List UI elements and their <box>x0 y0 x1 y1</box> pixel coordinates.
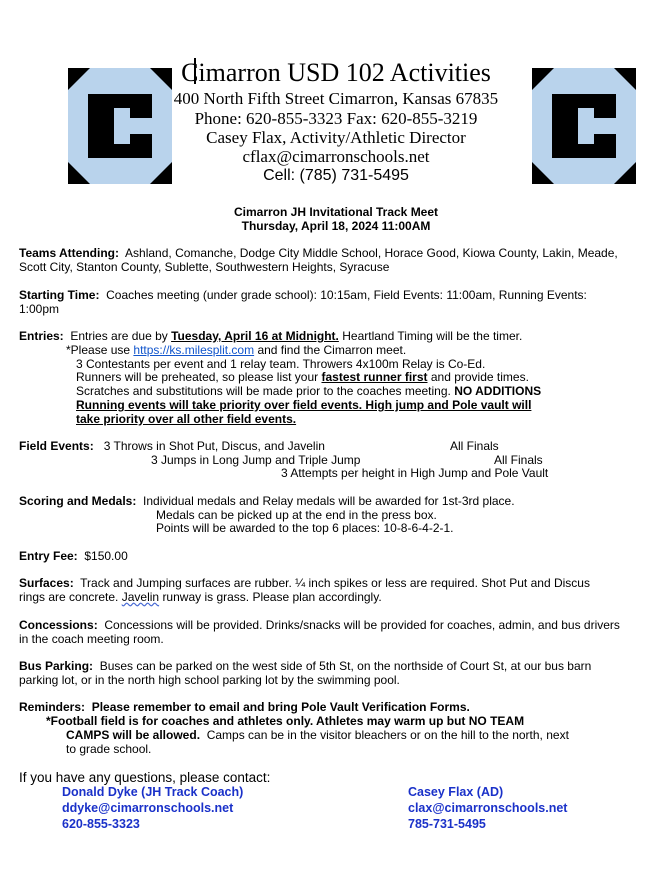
bus-parking-label: Bus Parking: <box>19 659 94 673</box>
starting-text: Coaches meeting (under grade school): 10:15am, Field Events: 11:00am, Running Events: 1:00pm <box>19 288 587 316</box>
header-director: Casey Flax, Activity/Athletic Director <box>206 128 466 147</box>
concessions-label: Concessions: <box>19 618 98 632</box>
scoring-line-1: Scoring and Medals: Individual medals and Relay medals will be awarded for 1st-3rd place. <box>19 494 515 508</box>
header-email: cflax@cimarronschools.net <box>242 147 430 166</box>
field-events-jumps: 3 Jumps in Long Jump and Triple Jump <box>151 453 361 467</box>
field-events-line-1: Field Events: 3 Throws in Shot Put, Discus, and Javelin <box>19 439 325 453</box>
header-address: 400 North Fifth Street Cimarron, Kansas 67835 <box>173 89 499 108</box>
contact-phone: 620-855-3323 <box>62 817 140 831</box>
entries-line-5: Scratches and substitutions will be made prior to the coaches meeting. NO ADDITIONS <box>76 384 542 398</box>
fastest-runner-first: fastest runner first <box>321 370 428 384</box>
header-cell: Cell: (785) 731-5495 <box>263 167 409 184</box>
field-events-attempts: 3 Attempts per height in High Jump and Pole Vault <box>281 466 549 480</box>
scoring-line-3: Points will be awarded to the top 6 places: 10-8-6-4-2-1. <box>156 521 454 535</box>
header-title: Cimarron USD 102 Activities <box>181 58 491 87</box>
contact-name: Donald Dyke (JH Track Coach) <box>62 785 244 799</box>
teams-text: Ashland, Comanche, Dodge City Middle School, Horace Good, Kiowa County, Lakin, Meade, Scott City, Stanton County, Sublette, Southwestern Heights, Syracuse <box>19 246 618 274</box>
entries-line-4: Runners will be preheated, so please list your fastest runner first and provide times. <box>76 370 529 384</box>
field-events-finals-2: All Finals <box>494 453 543 467</box>
entries-line-3: 3 Contestants per event and 1 relay team. Throwers 4x100m Relay is Co-Ed. <box>76 357 486 371</box>
entry-fee <box>19 549 128 563</box>
cimarron-logo-right <box>532 68 636 184</box>
entry-fee-label: Entry Fee: <box>19 549 78 563</box>
contact-intro: If you have any questions, please contact: <box>19 770 271 785</box>
contact-email[interactable]: ddyke@cimarronschools.net <box>62 801 234 815</box>
contact-phone: 785-731-5495 <box>408 817 486 831</box>
scoring-label: Scoring and Medals: <box>19 494 137 508</box>
reminders-line-3: CAMPS will be allowed. Camps can be in the visitor bleachers or on the hill to the north, next <box>66 728 569 742</box>
teams-section <box>19 246 619 274</box>
entries-priority-2: take priority over all other field events. <box>76 412 297 426</box>
reminders-line-1: Reminders: Please remember to email and bring Pole Vault Verification Forms. <box>19 700 470 714</box>
scoring-line-2: Medals can be picked up at the end in the press box. <box>156 508 437 522</box>
entries-line-2: *Please use https://ks.milesplit.com and find the Cimarron meet. <box>66 343 407 357</box>
entries-due-date: Tuesday, April 16 at Midnight. <box>171 329 339 343</box>
javelin-word: Javelin <box>121 590 160 604</box>
entries-priority-1: Running events will take priority over field events. High jump and Pole vault will <box>76 398 532 412</box>
entry-fee-value: $150.00 <box>84 549 128 563</box>
contact-name: Casey Flax (AD) <box>408 785 504 799</box>
contact-email[interactable]: clax@cimarronschools.net <box>408 801 568 815</box>
surfaces-label: Surfaces: <box>19 576 74 590</box>
teams-label: Teams Attending: <box>19 246 120 260</box>
milesplit-link[interactable]: https://ks.milesplit.com <box>133 343 255 357</box>
starting-label: Starting Time: <box>19 288 100 302</box>
entries-line-1: Entries: Entries are due by Tuesday, April 16 at Midnight. Heartland Timing will be the timer. <box>19 329 523 343</box>
entries-label: Entries: <box>19 329 64 343</box>
reminders-line-2: *Football field is for coaches and athletes only. Athletes may warm up but NO TEAM <box>46 714 525 728</box>
header-phone-fax: Phone: 620-855-3323 Fax: 620-855-3219 <box>194 109 478 128</box>
bus-parking-section: Bus Parking: Buses can be parked on the west side of 5th St, on the northside of Court St, at our bus barn parking lot, or in the north high school parking lot by the swimming pool. <box>19 659 592 687</box>
field-events-finals-1: All Finals <box>450 439 499 453</box>
starting-section <box>19 288 609 316</box>
reminders-line-4: to grade school. <box>66 742 152 756</box>
reminders-label: Reminders: <box>19 700 86 714</box>
concessions-section: Concessions: Concessions will be provided. Drinks/snacks will be provided for coaches, admin, and bus drivers in the coach meeting room. <box>19 618 620 646</box>
surfaces-section: Surfaces: Track and Jumping surfaces are rubber. ¼ inch spikes or less are required. Shot Put and Discus rings are concrete. Javelin runway is grass. Please plan accordingly. <box>19 576 590 604</box>
field-events-label: Field Events: <box>19 439 94 453</box>
contact-card-ad <box>408 784 567 832</box>
meet-date: Thursday, April 18, 2024 11:00AM <box>241 219 431 233</box>
no-additions: NO ADDITIONS <box>454 384 542 398</box>
contact-card-coach <box>62 784 243 832</box>
meet-title: Cimarron JH Invitational Track Meet <box>233 205 439 219</box>
logo-octagon-shape <box>532 68 636 184</box>
